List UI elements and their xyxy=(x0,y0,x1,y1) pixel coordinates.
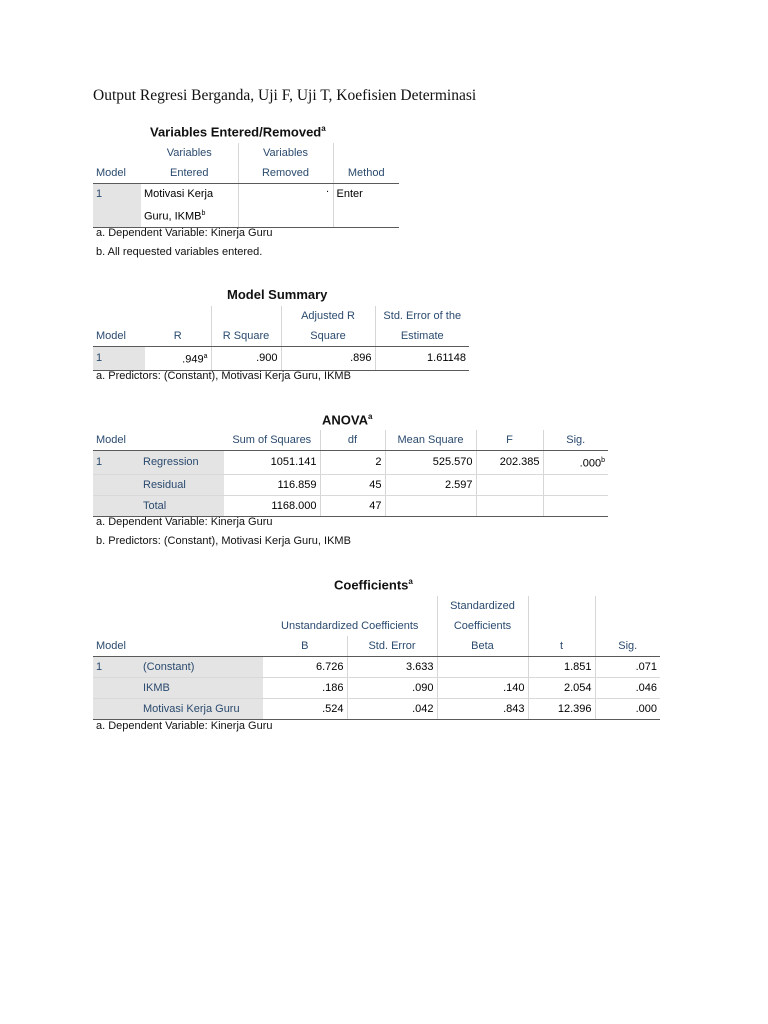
header-sig: Sig. xyxy=(595,636,660,657)
note: b. All requested variables entered. xyxy=(96,246,263,258)
row-model: 1 xyxy=(93,184,141,205)
header-entered-1: Variables xyxy=(166,147,212,159)
coefficients-table xyxy=(93,596,660,720)
header-model: Model xyxy=(93,636,140,657)
table-row: IKMB .186 .090 .140 2.054 .046 xyxy=(93,678,660,699)
header-sig: Sig. xyxy=(543,430,608,451)
header-unstd: Unstandardized Coefficients xyxy=(281,620,419,632)
header-ss: Sum of Squares xyxy=(224,430,320,451)
header-entered-2: Entered xyxy=(141,163,238,184)
cell-r: .949$^a$ xyxy=(145,347,211,371)
cell-entered-2: Guru, IKMB$^b$ xyxy=(141,204,238,227)
coefficients-title: Coefficients$^a$ xyxy=(334,577,413,593)
header-t: t xyxy=(528,636,595,657)
header-removed-2: Removed xyxy=(238,163,333,184)
table-row: Residual 116.859 45 2.597 xyxy=(93,474,608,495)
anova-title: ANOVA$^a$ xyxy=(322,412,373,428)
cell-entered-1: Motivasi Kerja xyxy=(144,188,214,200)
header-model: Model xyxy=(93,430,140,451)
table-row: Total 1168.000 47 xyxy=(93,495,608,516)
note: a. Dependent Variable: Kinerja Guru xyxy=(96,227,273,239)
variables-entered-table xyxy=(93,143,399,228)
cell-std-error: 1.61148 xyxy=(375,347,469,371)
variables-entered-title: Variables Entered/Removed$^a$ xyxy=(150,124,326,140)
model-summary-title: Model Summary xyxy=(227,287,328,302)
cell-r-square: .900 xyxy=(211,347,281,371)
header-std-1: Standardized xyxy=(437,596,528,616)
table-row: 1 Regression 1051.141 2 525.570 202.385 .000$^b$ xyxy=(93,451,608,475)
header-se-2: Estimate xyxy=(375,326,469,347)
note: a. Predictors: (Constant), Motivasi Kerja Guru, IKMB xyxy=(96,370,351,382)
header-beta: Beta xyxy=(437,636,528,657)
cell-removed: . xyxy=(326,183,330,195)
header-model: Model xyxy=(93,326,145,347)
note: a. Dependent Variable: Kinerja Guru xyxy=(96,516,273,528)
header-std-2: Coefficients xyxy=(437,616,528,636)
header-removed-1: Variables xyxy=(238,143,333,163)
header-df: df xyxy=(320,430,385,451)
header-method: Method xyxy=(333,163,399,184)
note: b. Predictors: (Constant), Motivasi Kerja Guru, IKMB xyxy=(96,535,351,547)
header-b: B xyxy=(263,636,347,657)
header-r: R xyxy=(145,326,211,347)
header-f: F xyxy=(476,430,543,451)
table-row: 1 (Constant) 6.726 3.633 1.851 .071 xyxy=(93,657,660,678)
document-title: Output Regresi Berganda, Uji F, Uji T, Koefisien Determinasi xyxy=(93,87,477,104)
header-model: Model xyxy=(93,163,141,184)
header-se-1: Std. Error of the xyxy=(375,306,469,326)
header-adj-2: Square xyxy=(281,326,375,347)
model-summary-table xyxy=(93,306,469,371)
cell-method: Enter xyxy=(333,184,399,205)
cell-adj-r-square: .896 xyxy=(281,347,375,371)
note: a. Dependent Variable: Kinerja Guru xyxy=(96,720,273,732)
row-model: 1 xyxy=(93,347,145,371)
header-adj-1: Adjusted R xyxy=(281,306,375,326)
anova-table xyxy=(93,430,608,517)
header-ms: Mean Square xyxy=(385,430,476,451)
header-r-square: R Square xyxy=(211,326,281,347)
header-se: Std. Error xyxy=(347,636,437,657)
table-row: Motivasi Kerja Guru .524 .042 .843 12.396 .000 xyxy=(93,699,660,720)
